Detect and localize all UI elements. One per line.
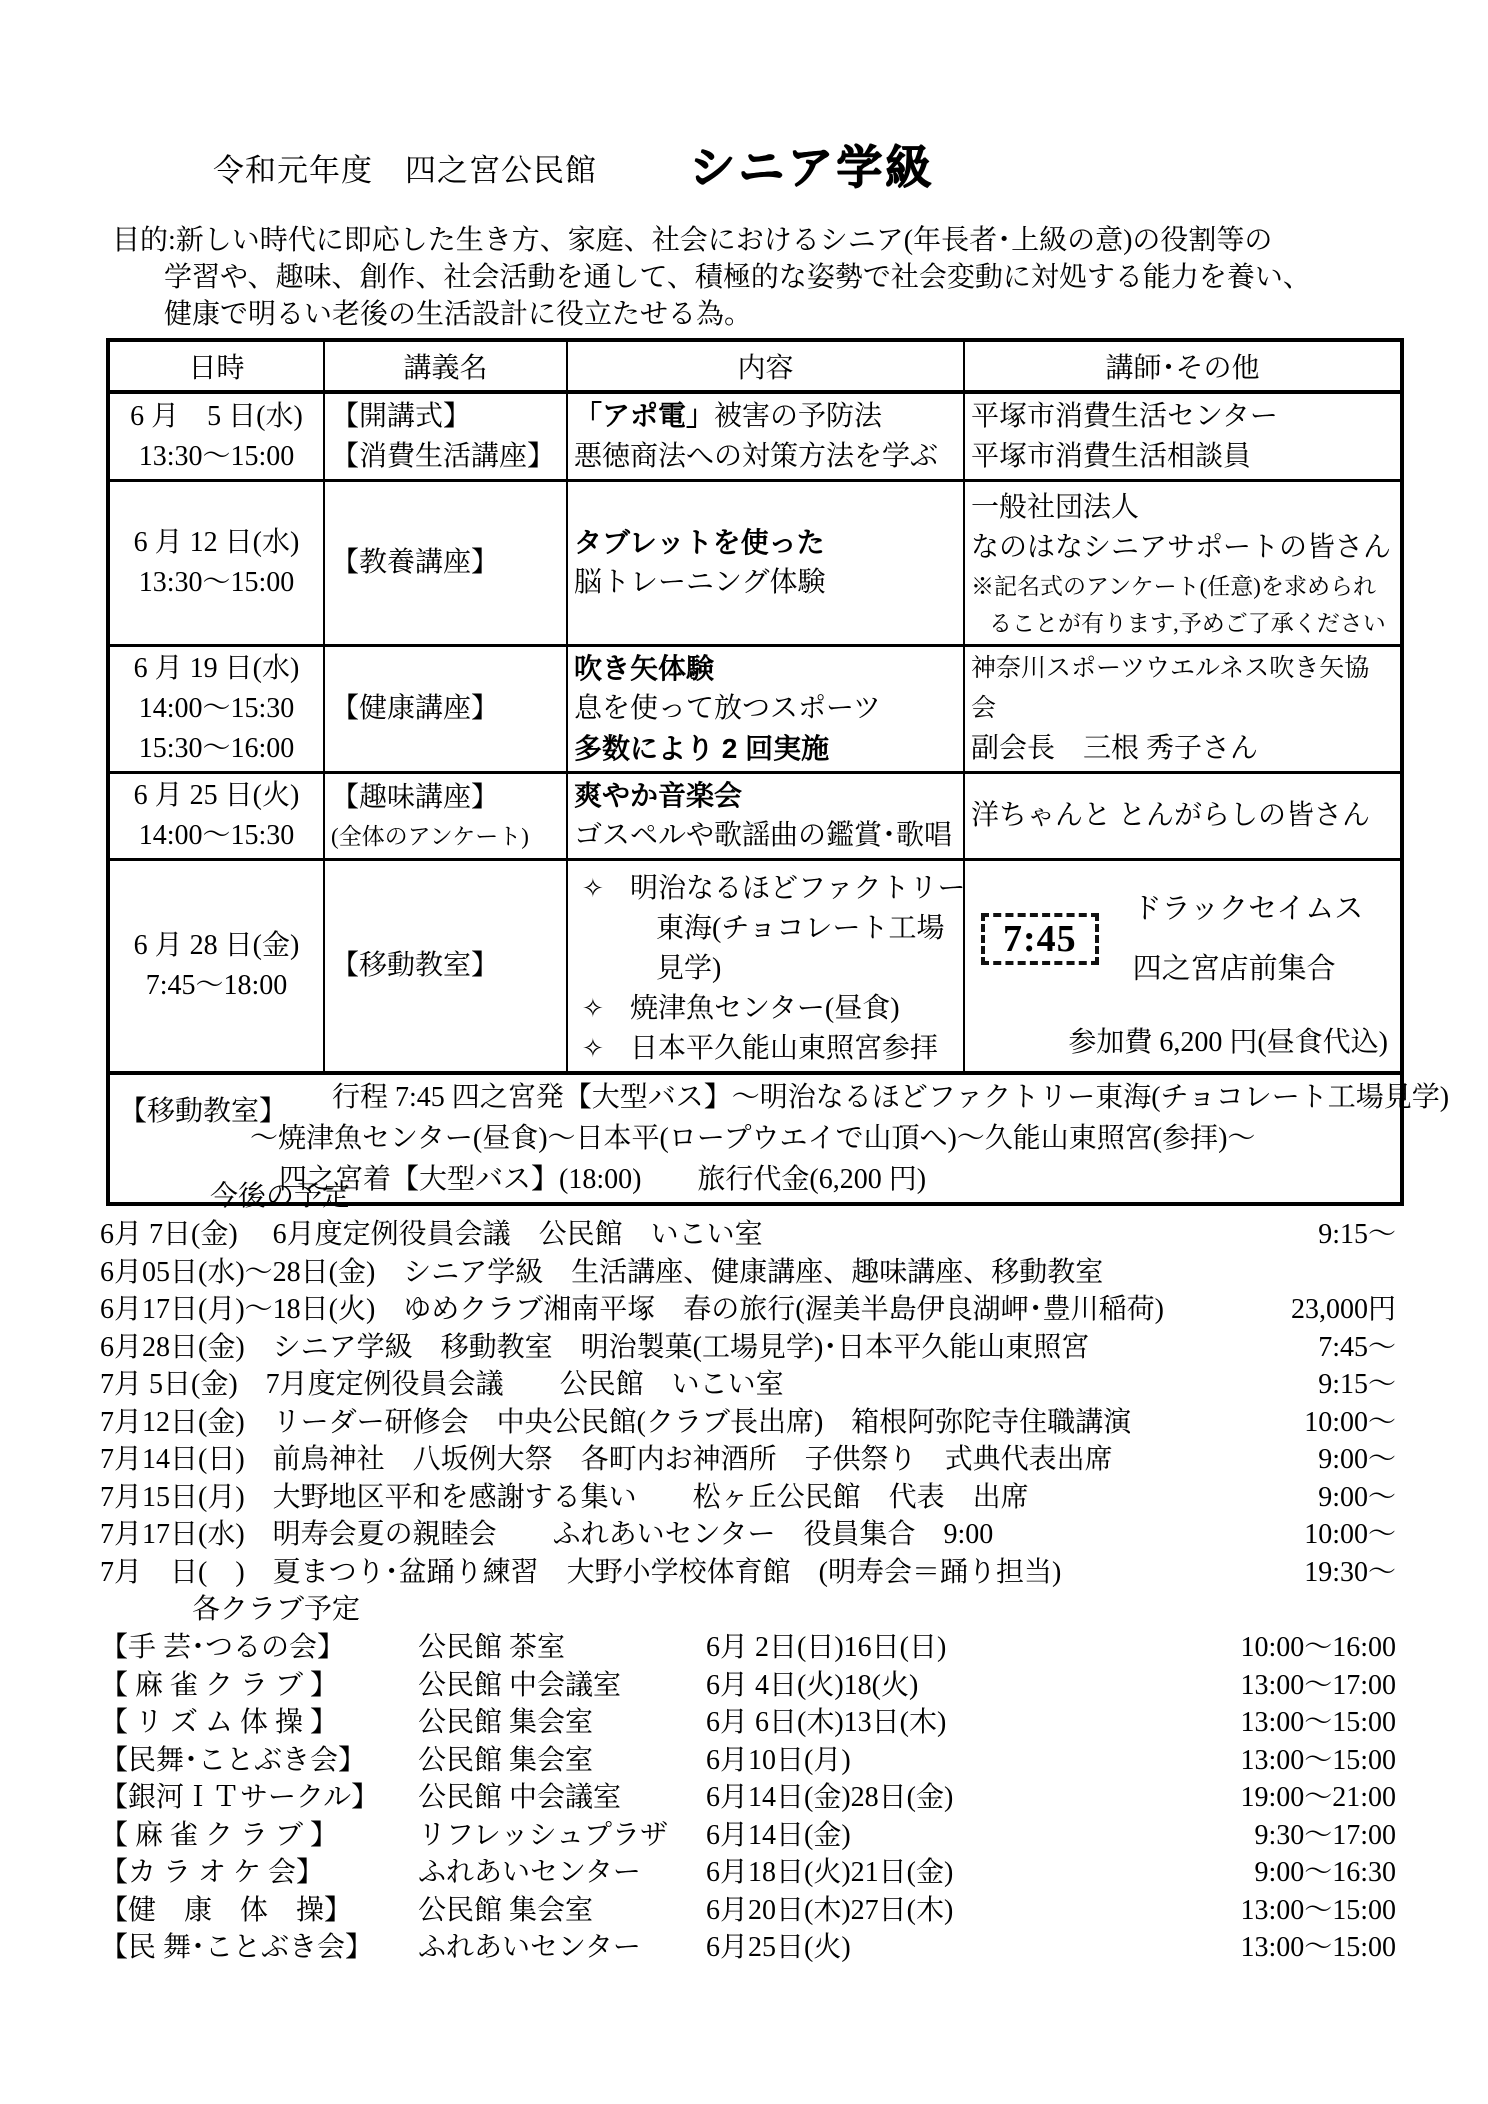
upcoming-item-time: 10:00～ — [1304, 1406, 1396, 1438]
upcoming-item — [100, 1516, 1396, 1554]
fiscal-year-org-label: 令和元年度 四之宮公民館 — [213, 153, 597, 188]
upcoming-item-time: 10:00～ — [1304, 1519, 1396, 1550]
purpose-line-1: 目的:新しい時代に即応した生き方、家庭、社会におけるシニア(年長者･上級の意)の役割等の — [112, 225, 1273, 256]
club-item-time: 9:30～17:00 — [1254, 1819, 1396, 1851]
upcoming-item-time: 9:15～ — [1318, 1219, 1396, 1250]
club-item — [100, 1929, 1396, 1967]
upcoming-item — [100, 1366, 1396, 1404]
club-item — [100, 1667, 1396, 1705]
vice-chair-name: 副会長 三根 秀子さん — [971, 733, 1259, 764]
upcoming-item-time: 9:15～ — [1318, 1369, 1396, 1400]
content-cell: ✧ 明治なるほどファクトリー 東海(チョコレート工場見学) ✧ 焼津魚センター(昼食) ✧ 日本平久能山東照宮参拝 — [567, 860, 964, 1074]
upcoming-item-text: 6月28日(金) シニア学級 移動教室 明治製菓(工場見学)･日本平久能山東照宮 — [100, 1331, 1090, 1363]
club-item-date: 6月 2日(日)16日(日) — [706, 1632, 947, 1663]
upcoming-item-time: 9:00～ — [1318, 1481, 1396, 1513]
club-item-name: 【手 芸･つるの会】 — [100, 1632, 346, 1663]
itinerary-line-2: ～焼津魚センター(昼食)～日本平(ロープウエイで山頂へ)～久能山東照宮(参拝)～ — [250, 1123, 1256, 1154]
club-item-place: リフレッシュプラザ — [418, 1819, 669, 1851]
upcoming-item-time: 9:00～ — [1318, 1444, 1396, 1475]
clubs-title: 各クラブ予定 — [192, 1594, 361, 1625]
club-item-date: 6月25日(火) — [706, 1932, 851, 1963]
instructor-cell: 平塚市消費生活センター 平塚市消費生活相談員 — [964, 392, 1402, 481]
instructor-cell — [964, 646, 1402, 773]
page-title: シニア学級 — [689, 141, 934, 193]
table-row-june5 — [108, 392, 1402, 481]
diamond-bullet-icon: ✧ — [582, 874, 604, 903]
association-name: 神奈川スポーツウエルネス吹き矢協会 — [971, 655, 1370, 722]
lecture-name-cell: 【教養講座】 — [324, 481, 567, 646]
club-item-name: 【民舞･ことぶき会】 — [100, 1744, 367, 1776]
club-item-time: 9:00～16:30 — [1254, 1857, 1396, 1888]
content-cell: 吹き矢体験 息を使って放つスポーツ 多数により 2 回実施 — [567, 646, 964, 773]
tablet-bold-text: タブレットを使った — [574, 527, 825, 558]
club-item-date: 6月 6日(木)13日(木) — [706, 1707, 947, 1738]
twice-bold-text: 多数により 2 回実施 — [574, 733, 830, 764]
club-item — [100, 1629, 1396, 1667]
content-cell: タブレットを使った 脳トレーニング体験 — [567, 481, 964, 646]
club-item-date: 6月14日(金) — [706, 1819, 851, 1851]
club-item-place: 公民館 集会室 — [418, 1744, 594, 1776]
club-item-date: 6月18日(火)21日(金) — [706, 1857, 954, 1888]
upcoming-title: 今後の予定 — [210, 1181, 351, 1212]
date-cell: 6 月 28 日(金) 7:45～18:00 — [108, 860, 324, 1074]
club-item-name: 【健 康 体 操】 — [100, 1894, 353, 1926]
club-item-name: 【 リ ズ ム 体 操 】 — [100, 1707, 339, 1738]
club-item-name: 【銀河ＩＴサークル】 — [100, 1782, 380, 1813]
upcoming-item — [100, 1404, 1396, 1442]
club-item — [100, 1892, 1396, 1930]
upcoming-item-text: 7月15日(月) 大野地区平和を感謝する集い 松ヶ丘公民館 代表 出席 — [100, 1481, 1029, 1513]
lecture-name-cell: 【移動教室】 — [324, 860, 567, 1074]
club-item-place: 公民館 茶室 — [418, 1632, 566, 1663]
date-cell: 6 月 25 日(火) 14:00～15:30 — [108, 773, 324, 860]
club-item — [100, 1704, 1396, 1742]
club-item-place: 公民館 集会室 — [418, 1707, 594, 1738]
survey-note-line1: ※記名式のアンケート(任意)を求められ — [971, 574, 1376, 599]
table-row-june28 — [108, 860, 1402, 1074]
club-item-date: 6月20日(木)27日(木) — [706, 1894, 954, 1926]
survey-note-line2: ることが有ります,予めご了承ください — [989, 611, 1386, 636]
table-row-june25 — [108, 773, 1402, 860]
meet-time-box: 7:45 — [981, 913, 1099, 965]
upcoming-item — [100, 1479, 1396, 1517]
title-bar — [213, 141, 934, 193]
column-header-datetime: 日時 — [108, 340, 324, 392]
club-item-date: 6月14日(金)28日(金) — [706, 1782, 954, 1813]
column-header-lecture-name: 講義名 — [324, 340, 567, 392]
instructor-cell: 一般社団法人 なのはなシニアサポートの皆さん ※記名式のアンケート(任意)を求められ ることが有ります,予めご了承ください — [964, 481, 1402, 646]
club-item-name: 【民 舞･ことぶき会】 — [100, 1932, 374, 1963]
club-item-name: 【 麻 雀 ク ラ ブ 】 — [100, 1669, 339, 1701]
club-item — [100, 1779, 1396, 1817]
date-cell: 6 月 12 日(水) 13:30～15:00 — [108, 481, 324, 646]
purpose-line-2: 学習や、趣味、創作、社会活動を通して、積極的な姿勢で社会変動に対処する能力を養い、 — [164, 262, 1311, 293]
upcoming-item-time: 7:45～ — [1318, 1331, 1396, 1363]
date-cell: 6 月 19 日(水) 14:00～15:30 15:30～16:00 — [108, 646, 324, 773]
club-item-name: 【 麻 雀 ク ラ ブ 】 — [100, 1819, 339, 1851]
fukiya-bold-text: 吹き矢体験 — [574, 653, 715, 684]
upcoming-item — [100, 1441, 1396, 1479]
upcoming-item — [100, 1554, 1396, 1592]
schedule-section — [100, 1178, 1396, 1967]
lecture-schedule-table — [106, 338, 1450, 1206]
upcoming-item-time: 23,000円 — [1290, 1294, 1396, 1325]
upcoming-list — [100, 1216, 1396, 1591]
upcoming-item-text: 7月14日(日) 前鳥神社 八坂例大祭 各町内お神酒所 子供祭り 式典代表出席 — [100, 1444, 1113, 1475]
meet-place-line2: 四之宮店前集合 — [1132, 953, 1336, 985]
upcoming-item — [100, 1291, 1396, 1329]
club-item-date: 6月10日(月) — [706, 1744, 851, 1776]
table-header-row — [108, 340, 1402, 392]
apoden-bold-text: 「アポ電」 — [574, 400, 715, 431]
upcoming-item-time — [1266, 1254, 1396, 1292]
club-item-time: 13:00～15:00 — [1240, 1894, 1396, 1926]
content-cell: 「アポ電」被害の予防法 悪徳商法への対策方法を学ぶ — [567, 392, 964, 481]
club-item-time: 19:00～21:00 — [1240, 1782, 1396, 1813]
club-item — [100, 1854, 1396, 1892]
club-item-place: ふれあいセンター — [418, 1932, 641, 1963]
date-cell: 6 月 5 日(水) 13:30～15:00 — [108, 392, 324, 481]
itinerary-line-1: 行程 7:45 四之宮発【大型バス】～明治なるほどファクトリー東海(チョコレート工場見学) — [332, 1082, 1450, 1113]
purpose-paragraph — [112, 222, 1412, 333]
diamond-bullet-icon: ✧ — [582, 994, 604, 1023]
purpose-line-3: 健康で明るい老後の生活設計に役立たせる為。 — [164, 299, 753, 330]
itinerary-label: 【移動教室】 — [119, 1096, 288, 1127]
upcoming-item-text: 6月 7日(金) 6月度定例役員会議 公民館 いこい室 — [100, 1219, 763, 1250]
upcoming-item-text: 6月17日(月)～18日(火) ゆめクラブ湘南平塚 春の旅行(渥美半島伊良湖岬･豊川稲荷) — [100, 1294, 1164, 1325]
instructor-cell: 洋ちゃんと とんがらしの皆さん — [964, 773, 1402, 860]
club-item-place: 公民館 中会議室 — [418, 1782, 622, 1813]
club-item-place: 公民館 集会室 — [418, 1894, 594, 1926]
club-item-name: 【カ ラ オ ケ 会】 — [100, 1857, 325, 1888]
concert-bold-text: 爽やか音楽会 — [574, 780, 743, 811]
table-row-june12 — [108, 481, 1402, 646]
instructor-cell — [964, 860, 1402, 1074]
upcoming-item-text: 6月05日(水)～28日(金) シニア学級 生活講座、健康講座、趣味講座、移動教室 — [100, 1256, 1104, 1288]
upcoming-item-text: 7月 5日(金) 7月度定例役員会議 公民館 いこい室 — [100, 1369, 784, 1400]
lecture-name-cell: 【開講式】 【消費生活講座】 — [324, 392, 567, 481]
club-item-time: 13:00～17:00 — [1240, 1669, 1396, 1701]
upcoming-item-text: 7月12日(金) リーダー研修会 中央公民館(クラブ長出席) 箱根阿弥陀寺住職講演 — [100, 1406, 1132, 1438]
upcoming-item-text: 7月17日(水) 明寿会夏の親睦会 ふれあいセンター 役員集合 9:00 — [100, 1519, 994, 1550]
participation-fee: 参加費 6,200 円(昼食代込) — [1068, 1027, 1388, 1058]
meet-place-line1: ドラックセイムス — [1132, 893, 1364, 925]
table-row-june19 — [108, 646, 1402, 773]
upcoming-item — [100, 1329, 1396, 1367]
club-item-place: 公民館 中会議室 — [418, 1669, 622, 1701]
upcoming-item — [100, 1216, 1396, 1254]
club-item-time: 10:00～16:00 — [1240, 1632, 1396, 1663]
lecture-name-cell: 【趣味講座】 (全体のアンケート) — [324, 773, 567, 860]
upcoming-item — [100, 1254, 1396, 1292]
content-cell: 爽やか音楽会 ゴスペルや歌謡曲の鑑賞･歌唱 — [567, 773, 964, 860]
club-item — [100, 1817, 1396, 1855]
club-item-time: 13:00～15:00 — [1240, 1744, 1396, 1776]
diamond-bullet-icon: ✧ — [582, 1034, 604, 1063]
column-header-instructor: 講師･その他 — [964, 340, 1402, 392]
column-header-content: 内容 — [567, 340, 964, 392]
club-item-time: 13:00～15:00 — [1240, 1932, 1396, 1963]
upcoming-item-time: 19:30～ — [1304, 1556, 1396, 1588]
club-item-place: ふれあいセンター — [418, 1857, 641, 1888]
club-item-time: 13:00～15:00 — [1240, 1707, 1396, 1738]
lecture-name-cell: 【健康講座】 — [324, 646, 567, 773]
upcoming-item-text: 7月 日( ) 夏まつり･盆踊り練習 大野小学校体育館 (明寿会＝踊り担当) — [100, 1556, 1062, 1588]
clubs-list — [100, 1629, 1396, 1967]
club-item — [100, 1742, 1396, 1780]
itinerary-line-3: 四之宮着【大型バス】(18:00) 旅行代金(6,200 円) — [279, 1164, 927, 1195]
club-item-date: 6月 4日(火)18(火) — [706, 1669, 919, 1701]
overall-survey-note: (全体のアンケート) — [331, 823, 529, 849]
